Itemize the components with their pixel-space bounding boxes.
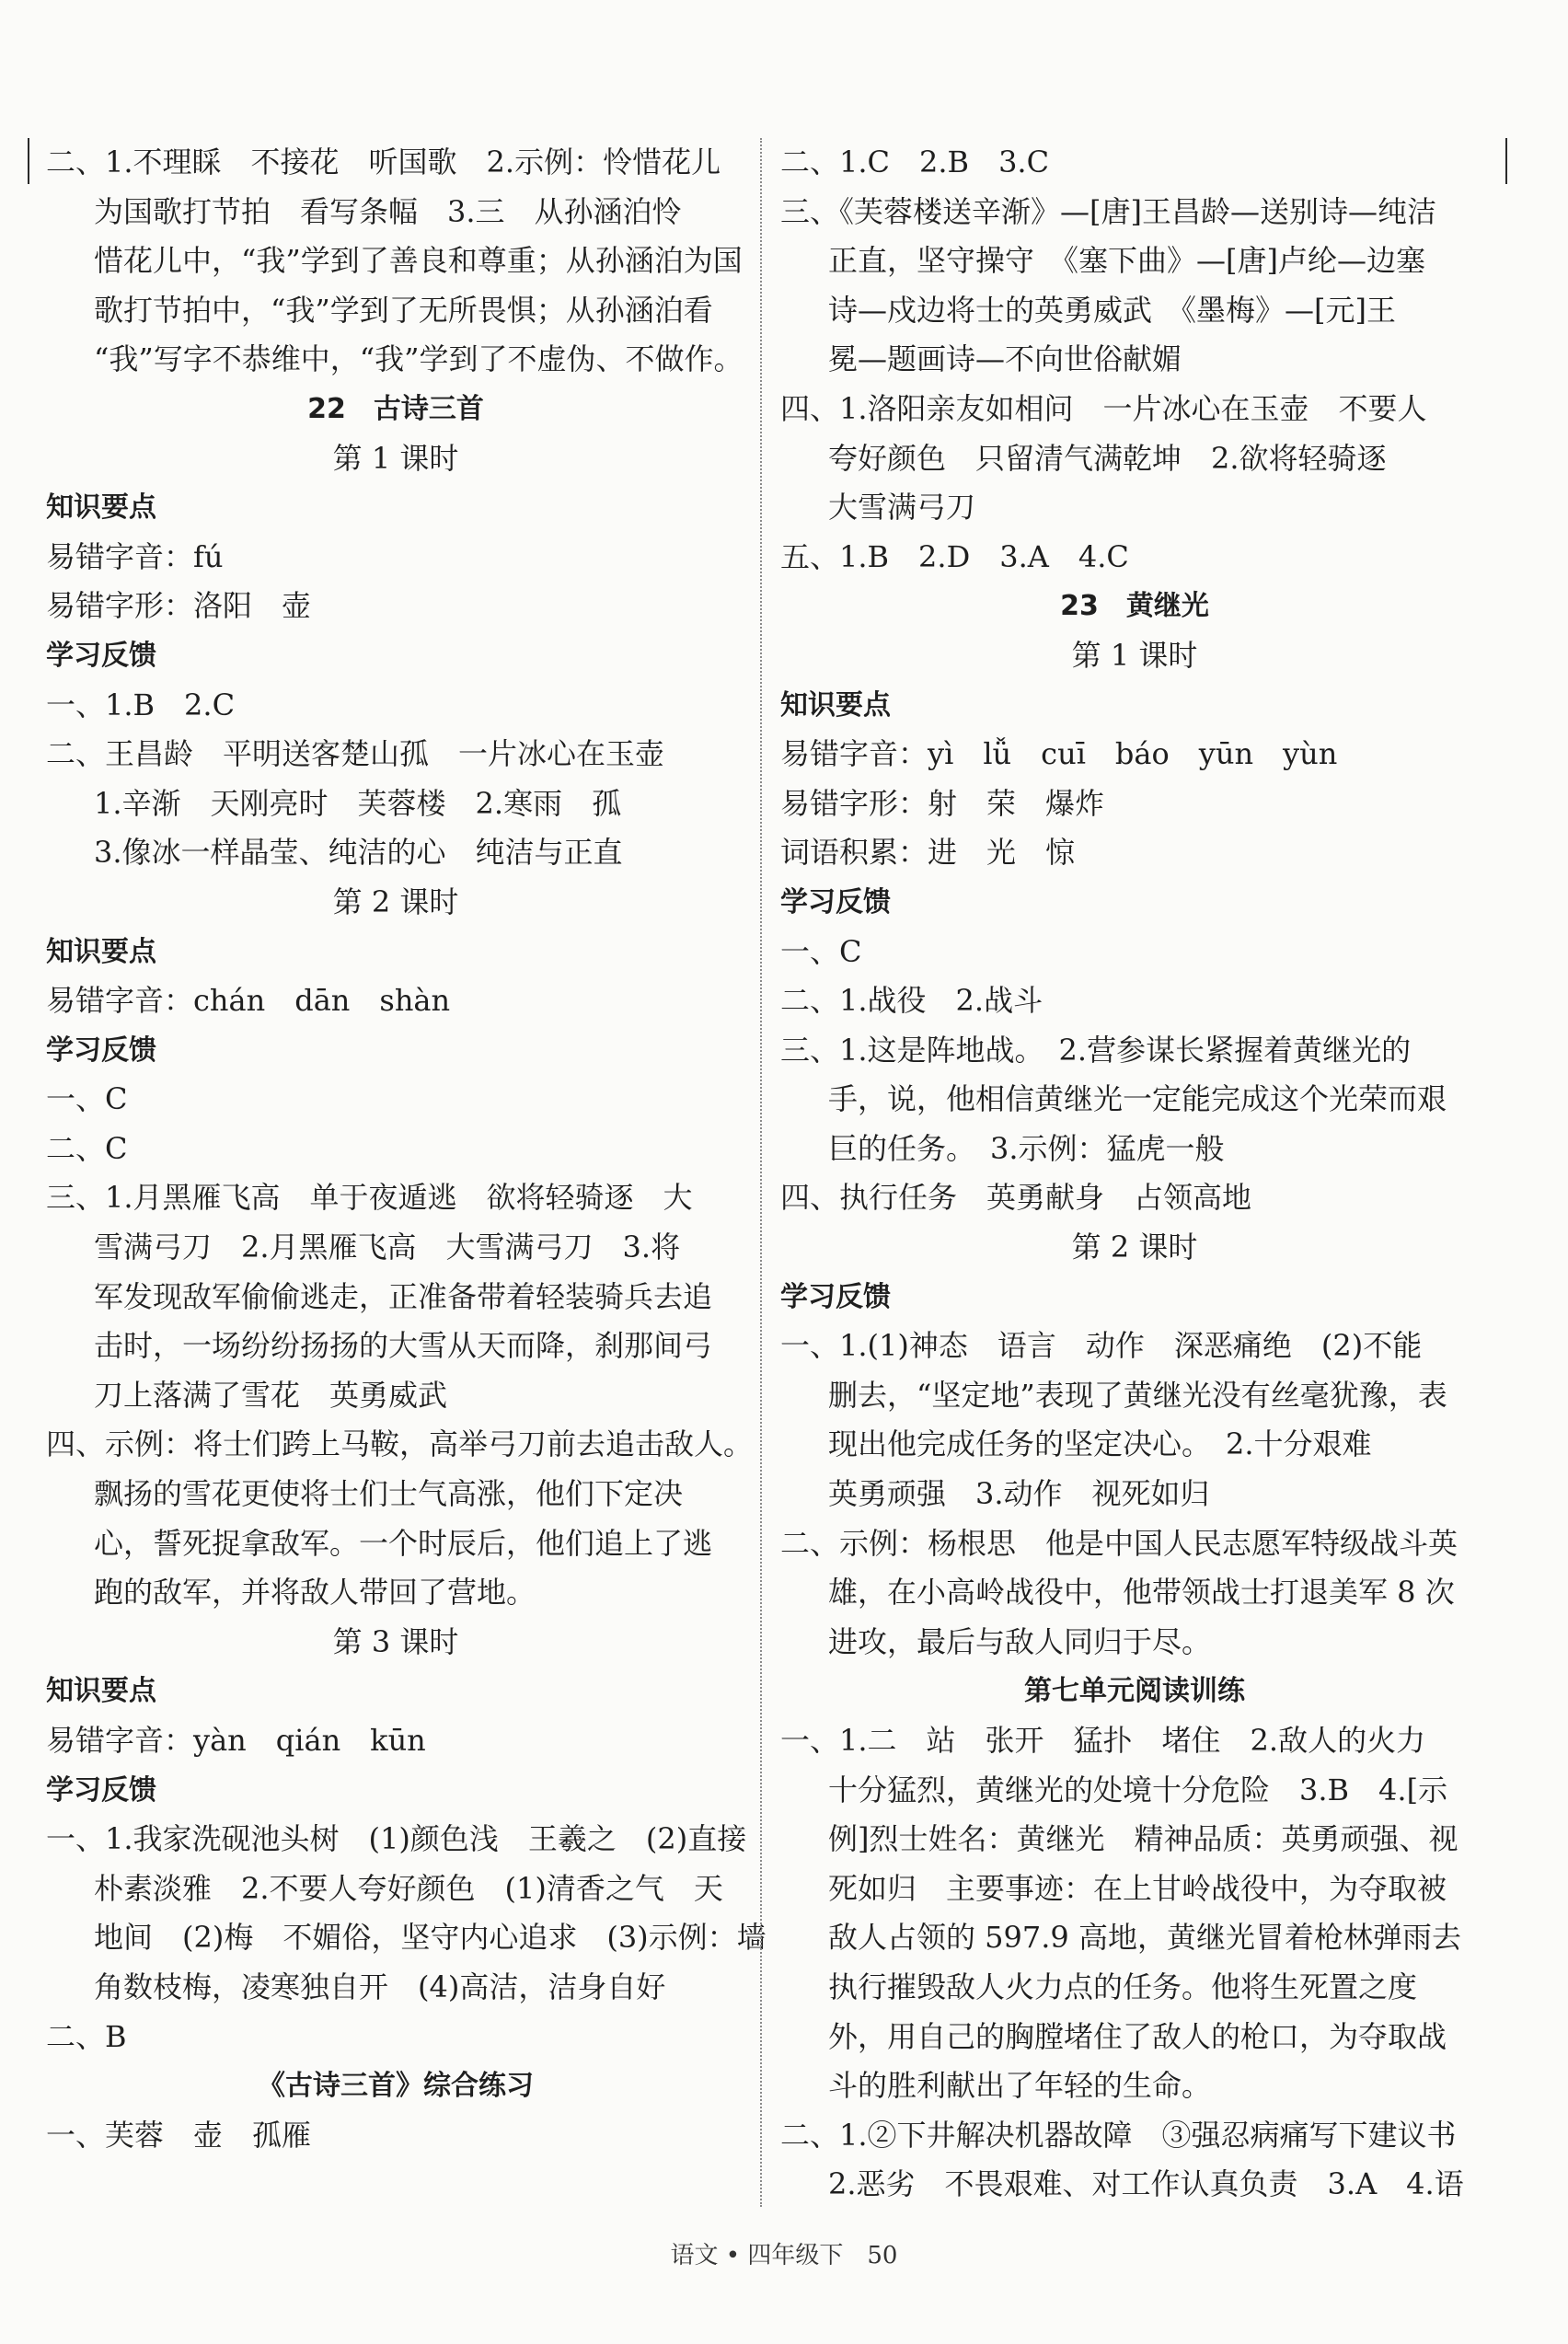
right-column-line: 巨的任务。 3.示例：猛虎一般 bbox=[828, 1130, 1225, 1166]
right-column-line: 第七单元阅读训练 bbox=[1024, 1675, 1245, 1708]
left-column-line: 一、芙蓉 壶 孤雁 bbox=[46, 2117, 312, 2153]
right-column-line: 二、1.战役 2.战斗 bbox=[780, 983, 1043, 1019]
left-column-line: 二、1.不理睬 不接花 听国歌 2.示例：怜惜花儿 bbox=[46, 144, 721, 179]
right-column-line: 2.恶劣 不畏艰难、对工作认真负责 3.A 4.语 bbox=[828, 2166, 1464, 2202]
left-column-line: 一、1.我家洗砚池头树 (1)颜色浅 王羲之 (2)直接 bbox=[46, 1821, 747, 1857]
left-column-line: 跑的敌军，并将敌人带回了营地。 bbox=[94, 1575, 536, 1611]
right-column-line: 四、1.洛阳亲友如相问 一片冰心在玉壶 不要人 bbox=[780, 390, 1427, 426]
right-column-line: 词语积累：进 光 惊 bbox=[780, 835, 1076, 871]
right-column-line: 第 2 课时 bbox=[1071, 1230, 1198, 1265]
top-left-tick bbox=[28, 138, 29, 184]
left-column-line: 学习反馈 bbox=[46, 1773, 156, 1807]
left-column-line: 二、B bbox=[46, 2018, 127, 2054]
left-column-line: 刀上落满了雪花 英勇威武 bbox=[94, 1377, 448, 1413]
left-column-line: 22 古诗三首 bbox=[307, 392, 484, 425]
left-column-line: 第 1 课时 bbox=[332, 440, 459, 476]
left-column-line: 四、示例：将士们跨上马鞍，高举弓刀前去追击敌人。 bbox=[46, 1426, 754, 1462]
top-right-tick bbox=[1505, 138, 1507, 184]
left-column-line: 惜花儿中，“我”学到了善良和尊重；从孙涵泊为国 bbox=[94, 243, 743, 279]
left-column-line: 知识要点 bbox=[46, 935, 156, 968]
left-column-line: 1.辛渐 天刚亮时 芙蓉楼 2.寒雨 孤 bbox=[94, 785, 622, 821]
left-column-line: 心，誓死捉拿敌军。一个时辰后，他们追上了逃 bbox=[94, 1525, 713, 1561]
left-column-line: 一、1.B 2.C bbox=[46, 687, 236, 722]
page-footer: 语文 • 四年级下 50 bbox=[670, 2242, 898, 2269]
right-column-line: 易错字音：yì lǚ cuī báo yūn yùn bbox=[780, 736, 1338, 772]
right-column-line: 四、执行任务 英勇献身 占领高地 bbox=[780, 1180, 1252, 1216]
left-column-line: 第 2 课时 bbox=[332, 883, 459, 919]
right-column-line: 外，用自己的胸膛堵住了敌人的枪口，为夺取战 bbox=[828, 2018, 1447, 2054]
right-column-line: 三、1.这是阵地战。 2.营参谋长紧握着黄继光的 bbox=[780, 1032, 1412, 1068]
right-column-line: 知识要点 bbox=[780, 688, 891, 722]
left-column-line: 朴素淡雅 2.不要人夸好颜色 (1)清香之气 天 bbox=[94, 1870, 723, 1906]
left-column-line: 地间 (2)梅 不媚俗，坚守内心追求 (3)示例：墙 bbox=[94, 1920, 767, 1956]
right-column-line: 敌人占领的 597.9 高地，黄继光冒着枪林弹雨去 bbox=[828, 1920, 1461, 1956]
left-column-line: 飘扬的雪花更使将士们士气高涨，他们下定决 bbox=[94, 1476, 684, 1512]
left-column-line: 学习反馈 bbox=[46, 1033, 156, 1067]
right-column-line: 易错字形：射 荣 爆炸 bbox=[780, 785, 1105, 821]
right-column-line: 执行摧毁敌人火力点的任务。他将生死置之度 bbox=[828, 1969, 1418, 2004]
left-column-line: 雪满弓刀 2.月黑雁飞高 大雪满弓刀 3.将 bbox=[94, 1230, 681, 1265]
right-column-line: 英勇顽强 3.动作 视死如归 bbox=[828, 1476, 1210, 1512]
right-column bbox=[780, 138, 1489, 2210]
left-column bbox=[46, 138, 767, 2160]
right-column-line: 一、1.二 站 张开 猛扑 堵住 2.敌人的火力 bbox=[780, 1723, 1426, 1758]
right-column-line: 夸好颜色 只留清气满乾坤 2.欲将轻骑逐 bbox=[828, 440, 1387, 476]
right-column-line: 死如归 主要事迹：在上甘岭战役中，为夺取被 bbox=[828, 1870, 1447, 1906]
left-column-line: 歌打节拍中，“我”学到了无所畏惧；从孙涵泊看 bbox=[94, 292, 713, 328]
right-column-line: 进攻，最后与敌人同归于尽。 bbox=[828, 1623, 1212, 1659]
left-column-line: 第 3 课时 bbox=[332, 1623, 459, 1659]
left-column-line: 3.像冰一样晶莹、纯洁的心 纯洁与正直 bbox=[94, 835, 623, 871]
left-column-line: “我”写字不恭维中，“我”学到了不虚伪、不做作。 bbox=[94, 341, 744, 377]
left-column-line: 《古诗三首》综合练习 bbox=[258, 2070, 534, 2103]
left-column-line: 三、1.月黑雁飞高 单于夜遁逃 欲将轻骑逐 大 bbox=[46, 1180, 693, 1216]
right-column-line: 斗的胜利献出了年轻的生命。 bbox=[828, 2068, 1212, 2104]
right-column-line: 三、《芙蓉楼送辛渐》—[唐]王昌龄—送别诗—纯洁 bbox=[780, 193, 1436, 229]
right-column-line: 23 黄继光 bbox=[1060, 590, 1209, 623]
left-column-line: 知识要点 bbox=[46, 1675, 156, 1708]
right-column-line: 十分猛烈，黄继光的处境十分危险 3.B 4.[示 bbox=[828, 1772, 1448, 1807]
left-column-line: 易错字形：洛阳 壶 bbox=[46, 588, 312, 624]
left-column-line: 二、王昌龄 平明送客楚山孤 一片冰心在玉壶 bbox=[46, 736, 665, 772]
left-column-line: 学习反馈 bbox=[46, 639, 156, 672]
left-column-line: 知识要点 bbox=[46, 491, 156, 525]
column-divider bbox=[760, 138, 762, 2207]
right-column-line: 现出他完成任务的坚定决心。 2.十分艰难 bbox=[828, 1426, 1372, 1462]
left-column-line: 军发现敌军偷偷逃走，正准备带着轻装骑兵去追 bbox=[94, 1278, 713, 1314]
left-column-line: 为国歌打节拍 看写条幅 3.三 从孙涵泊怜 bbox=[94, 193, 682, 229]
left-column-line: 二、C bbox=[46, 1130, 128, 1166]
right-column-line: 例]烈士姓名：黄继光 精神品质：英勇顽强、视 bbox=[828, 1821, 1458, 1857]
left-column-line: 一、C bbox=[46, 1081, 128, 1117]
right-column-line: 学习反馈 bbox=[780, 885, 891, 918]
right-column-line: 删去，“坚定地”表现了黄继光没有丝毫犹豫，表 bbox=[828, 1377, 1447, 1413]
right-column-line: 一、1.(1)神态 语言 动作 深恶痛绝 (2)不能 bbox=[780, 1328, 1423, 1364]
right-column-line: 一、C bbox=[780, 933, 862, 969]
right-column-line: 大雪满弓刀 bbox=[828, 490, 976, 525]
left-column-line: 易错字音：yàn qián kūn bbox=[46, 1723, 426, 1758]
right-column-line: 二、示例：杨根思 他是中国人民志愿军特级战斗英 bbox=[780, 1525, 1458, 1561]
right-column-line: 冕—题画诗—不向世俗献媚 bbox=[828, 341, 1182, 377]
right-column-line: 二、1.②下井解决机器故障 ③强忍病痛写下建议书 bbox=[780, 2117, 1457, 2153]
left-column-line: 易错字音：chán dān shàn bbox=[46, 983, 451, 1019]
right-column-line: 五、1.B 2.D 3.A 4.C bbox=[780, 538, 1129, 574]
left-column-line: 击时，一场纷纷扬扬的大雪从天而降，刹那间弓 bbox=[94, 1328, 713, 1364]
right-column-line: 二、1.C 2.B 3.C bbox=[780, 144, 1050, 179]
right-column-line: 雄，在小高岭战役中，他带领战士打退美军 8 次 bbox=[828, 1575, 1455, 1611]
right-column-line: 第 1 课时 bbox=[1071, 637, 1198, 673]
right-column-line: 手，说，他相信黄继光一定能完成这个光荣而艰 bbox=[828, 1081, 1447, 1117]
left-column-line: 角数枝梅，凌寒独自开 (4)高洁，洁身自好 bbox=[94, 1969, 666, 2004]
left-column-line: 易错字音：fú bbox=[46, 538, 224, 574]
right-column-line: 学习反馈 bbox=[780, 1280, 891, 1313]
right-column-line: 正直，坚守操守 《塞下曲》—[唐]卢纶—边塞 bbox=[828, 243, 1425, 279]
right-column-line: 诗—戍边将士的英勇威武 《墨梅》—[元]王 bbox=[828, 292, 1396, 328]
